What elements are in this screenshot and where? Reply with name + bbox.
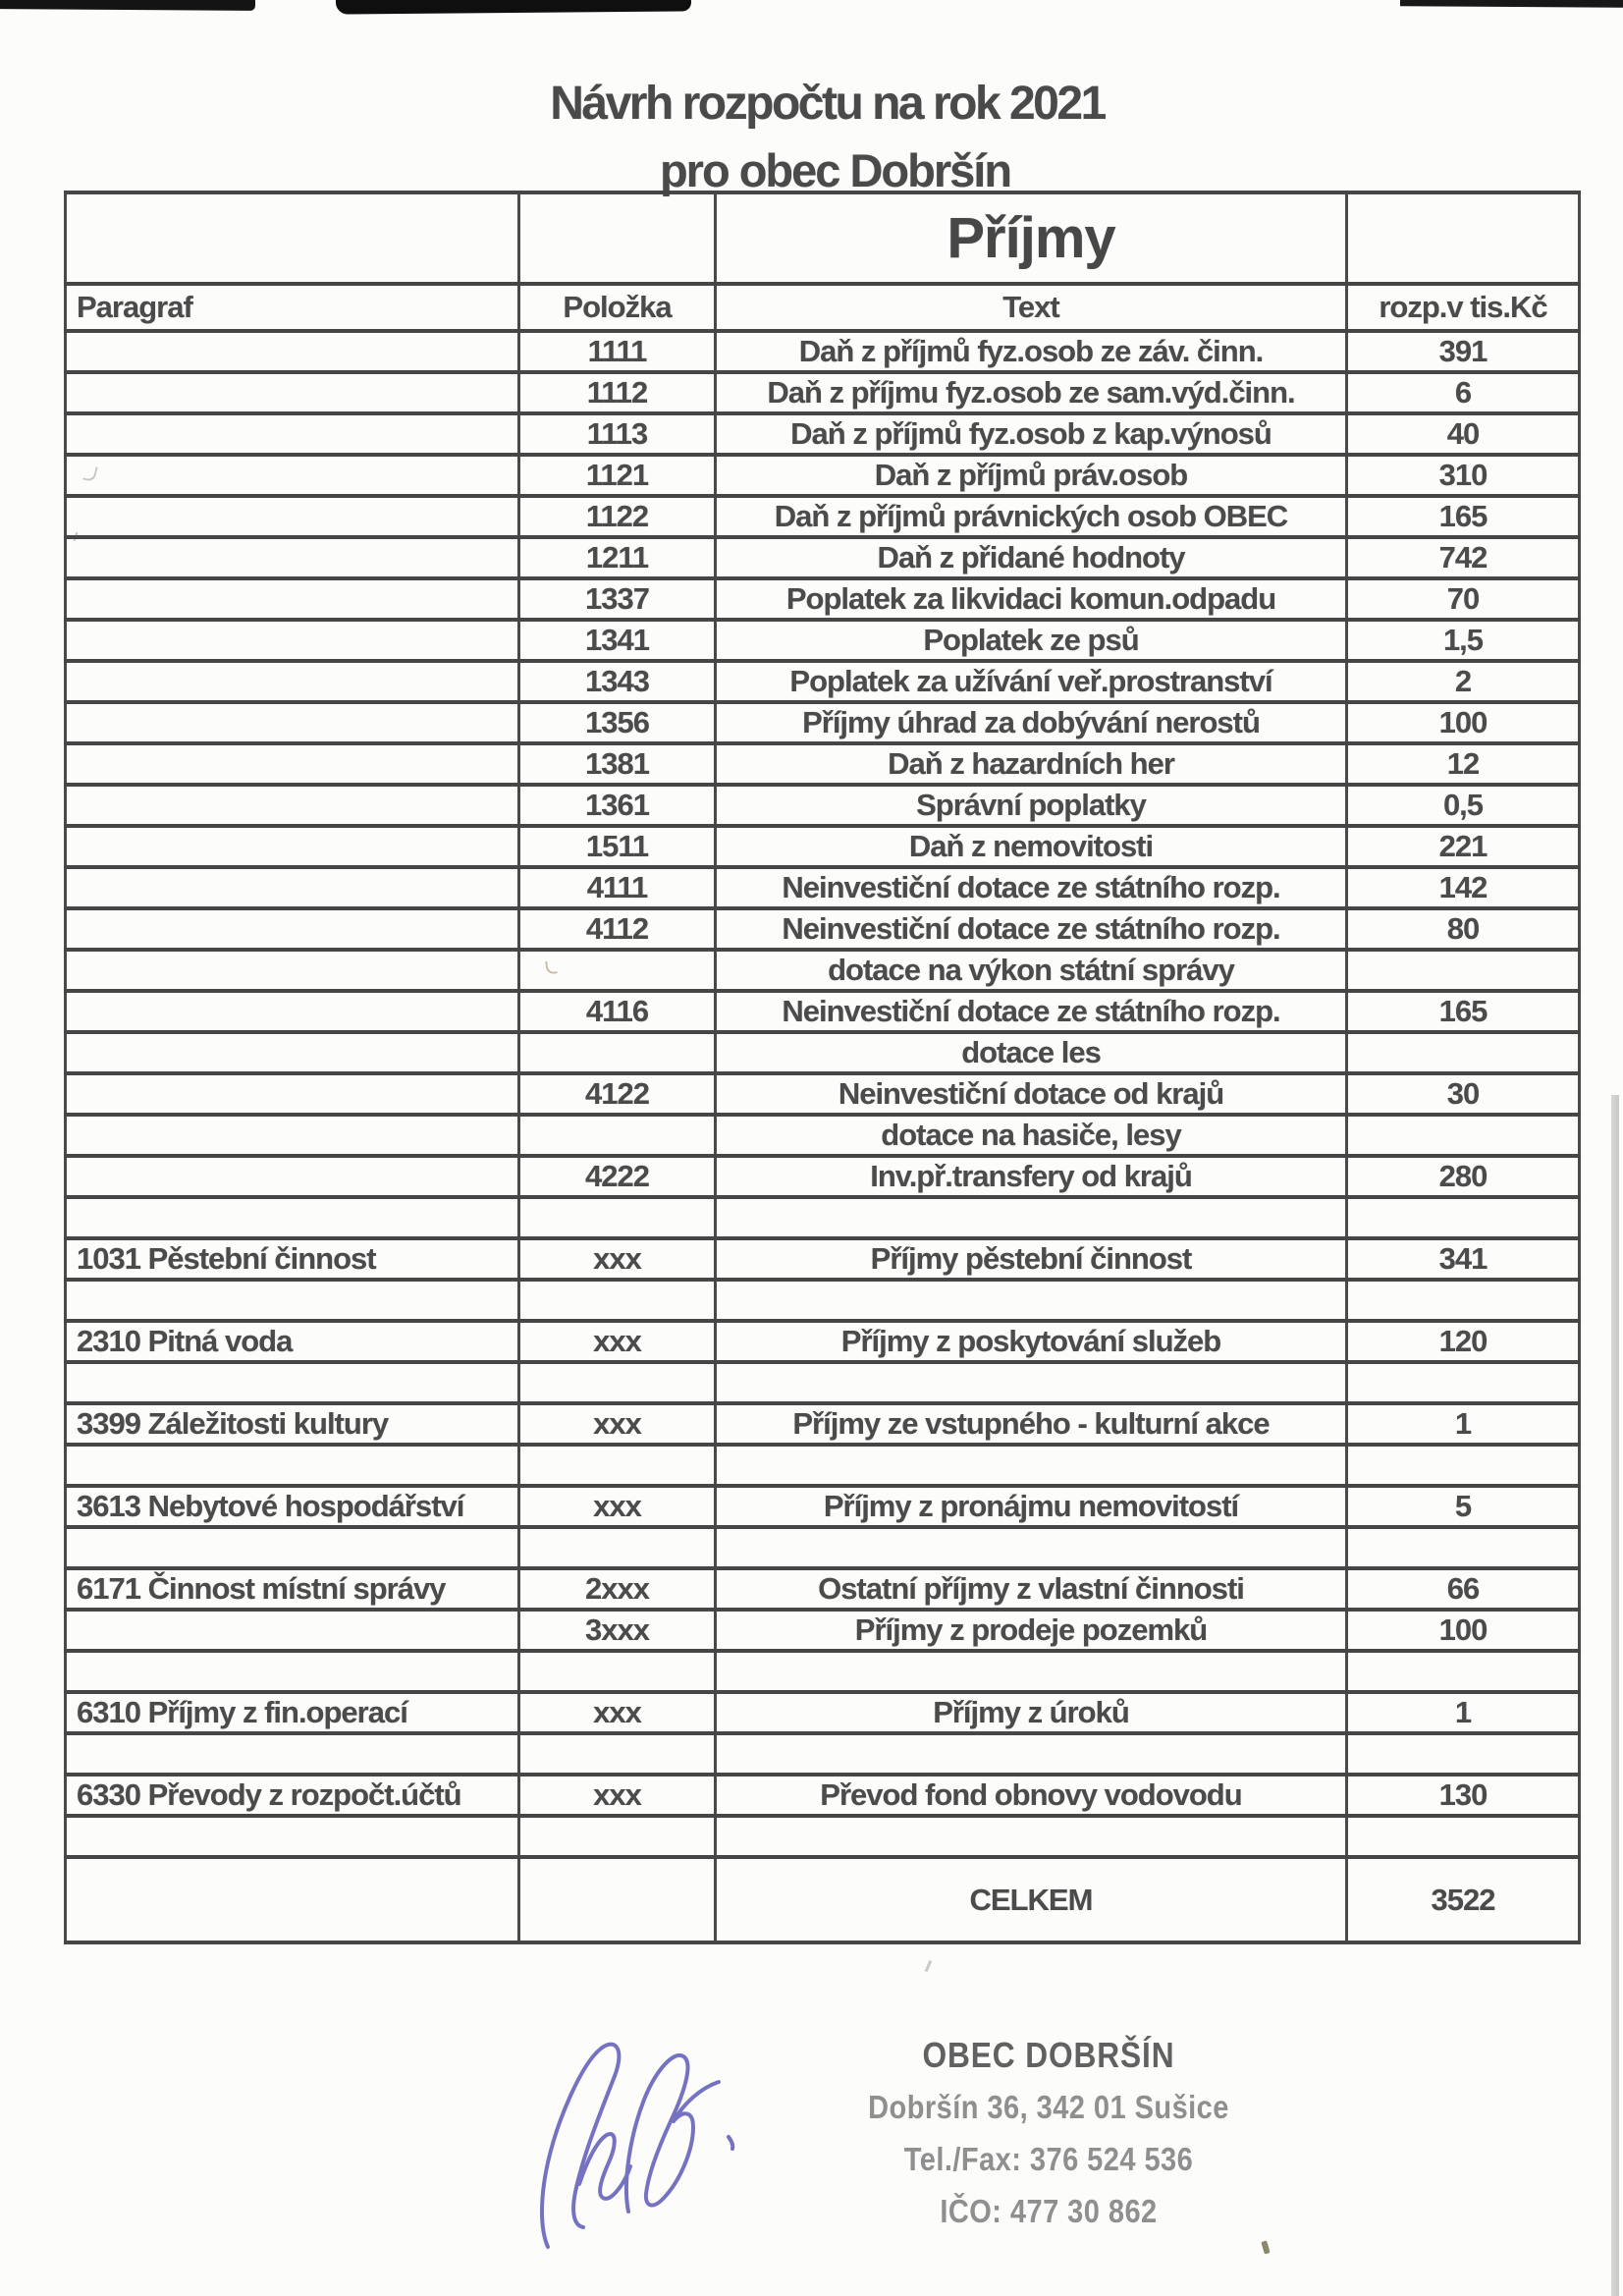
cell-text: dotace les — [716, 1032, 1347, 1073]
table-row — [66, 537, 1580, 578]
cell-polozka: 1121 — [519, 455, 716, 496]
table-row — [66, 1115, 1580, 1156]
cell-polozka: 3xxx — [519, 1610, 716, 1651]
cell-text: Poplatek za užívání veř.prostranství — [716, 661, 1347, 702]
cell-paragraf — [66, 1032, 519, 1073]
empty-cell — [519, 192, 716, 284]
cell-text: Daň z příjmů fyz.osob ze záv. činn. — [716, 331, 1347, 372]
col-header-paragraf: Paragraf — [66, 284, 519, 331]
cell-value: 2 — [1347, 661, 1580, 702]
cell-text: Daň z příjmů právnických osob OBEC — [716, 496, 1347, 537]
table-row — [66, 1527, 1580, 1568]
cell-polozka — [519, 950, 716, 991]
cell-text — [716, 1445, 1347, 1486]
table-row — [66, 867, 1580, 908]
cell-value: 70 — [1347, 578, 1580, 620]
cell-polozka — [519, 1197, 716, 1238]
cell-polozka — [519, 1032, 716, 1073]
cell-text: Ostatní příjmy z vlastní činnosti — [716, 1568, 1347, 1610]
cell-polozka: 1211 — [519, 537, 716, 578]
table-row — [66, 1610, 1580, 1651]
table-row — [66, 1238, 1580, 1280]
table-row — [66, 743, 1580, 785]
cell-paragraf — [66, 455, 519, 496]
cell-text: dotace na výkon státní správy — [716, 950, 1347, 991]
table-row — [66, 331, 1580, 372]
scan-artifact-right-edge — [1611, 1095, 1619, 2296]
table-row — [66, 1568, 1580, 1610]
table-row — [66, 1280, 1580, 1321]
cell-polozka: 1361 — [519, 785, 716, 826]
cell-polozka: 1111 — [519, 331, 716, 372]
cell-value: 80 — [1347, 908, 1580, 950]
cell-value: 6 — [1347, 372, 1580, 413]
cell-text — [716, 1733, 1347, 1775]
cell-text: Neinvestiční dotace ze státního rozp. — [716, 908, 1347, 950]
cell-text: Příjmy pěstební činnost — [716, 1238, 1347, 1280]
cell-polozka — [519, 1527, 716, 1568]
cell-paragraf: 3613 Nebytové hospodářství — [66, 1486, 519, 1527]
table-row — [66, 1775, 1580, 1816]
cell-paragraf — [66, 537, 519, 578]
cell-text — [716, 1816, 1347, 1857]
cell-polozka — [519, 1280, 716, 1321]
table-row — [66, 991, 1580, 1032]
table-row — [66, 1816, 1580, 1857]
cell-value: 66 — [1347, 1568, 1580, 1610]
cell-paragraf: 3399 Záležitosti kultury — [66, 1403, 519, 1445]
cell-text: Příjmy z úroků — [716, 1692, 1347, 1733]
cell-paragraf — [66, 1610, 519, 1651]
table-header-row — [66, 284, 1580, 331]
table-row — [66, 785, 1580, 826]
table-row — [66, 1073, 1580, 1115]
cell-text: Příjmy z prodeje pozemků — [716, 1610, 1347, 1651]
cell-text — [716, 1651, 1347, 1692]
cell-paragraf — [66, 1197, 519, 1238]
cell-value: 130 — [1347, 1775, 1580, 1816]
table-row — [66, 908, 1580, 950]
cell-text: Daň z nemovitosti — [716, 826, 1347, 867]
table-row — [66, 578, 1580, 620]
cell-value — [1347, 950, 1580, 991]
table-row — [66, 1445, 1580, 1486]
table-row — [66, 1032, 1580, 1073]
total-label: CELKEM — [716, 1857, 1347, 1942]
cell-paragraf — [66, 743, 519, 785]
cell-text: Správní poplatky — [716, 785, 1347, 826]
cell-polozka: xxx — [519, 1486, 716, 1527]
table-row — [66, 1403, 1580, 1445]
cell-text: Neinvestiční dotace ze státního rozp. — [716, 867, 1347, 908]
cell-polozka: 4116 — [519, 991, 716, 1032]
scan-artifact-top-right — [1400, 0, 1623, 8]
cell-value: 120 — [1347, 1321, 1580, 1362]
municipality-stamp — [867, 2029, 1230, 2237]
cell-text: Příjmy ze vstupného - kulturní akce — [716, 1403, 1347, 1445]
page-title: Návrh rozpočtu na rok 2021 — [550, 78, 1105, 130]
cell-paragraf — [66, 1362, 519, 1403]
cell-paragraf — [66, 826, 519, 867]
cell-paragraf — [66, 1733, 519, 1775]
cell-value: 1,5 — [1347, 620, 1580, 661]
cell-polozka: 1112 — [519, 372, 716, 413]
cell-value: 100 — [1347, 702, 1580, 743]
col-header-rozpocet: rozp.v tis.Kč — [1347, 284, 1580, 331]
cell-value — [1347, 1197, 1580, 1238]
cell-paragraf — [66, 1816, 519, 1857]
cell-text: Převod fond obnovy vodovodu — [716, 1775, 1347, 1816]
cell-text — [716, 1197, 1347, 1238]
cell-text: Daň z příjmů práv.osob — [716, 455, 1347, 496]
table-body — [66, 331, 1580, 1857]
cell-value: 165 — [1347, 991, 1580, 1032]
scan-artifact-speck — [1261, 2240, 1270, 2254]
table-row — [66, 1156, 1580, 1197]
cell-polozka: 4222 — [519, 1156, 716, 1197]
cell-polozka: 4112 — [519, 908, 716, 950]
table-row — [66, 702, 1580, 743]
table-row — [66, 661, 1580, 702]
cell-text — [716, 1362, 1347, 1403]
cell-paragraf — [66, 331, 519, 372]
cell-value: 1 — [1347, 1403, 1580, 1445]
cell-polozka: xxx — [519, 1403, 716, 1445]
table-row — [66, 1362, 1580, 1403]
cell-polozka — [519, 1115, 716, 1156]
cell-value: 221 — [1347, 826, 1580, 867]
cell-polozka: xxx — [519, 1775, 716, 1816]
cell-text: Neinvestiční dotace ze státního rozp. — [716, 991, 1347, 1032]
cell-paragraf — [66, 372, 519, 413]
cell-value — [1347, 1362, 1580, 1403]
cell-value: 0,5 — [1347, 785, 1580, 826]
cell-value: 40 — [1347, 413, 1580, 455]
col-header-polozka: Položka — [519, 284, 716, 331]
total-value: 3522 — [1347, 1857, 1580, 1942]
cell-polozka: 2xxx — [519, 1568, 716, 1610]
cell-polozka: xxx — [519, 1692, 716, 1733]
scan-artifact-speck — [925, 1960, 933, 1972]
table-row — [66, 1651, 1580, 1692]
cell-paragraf: 1031 Pěstební činnost — [66, 1238, 519, 1280]
cell-text: Daň z příjmů fyz.osob z kap.výnosů — [716, 413, 1347, 455]
table-row — [66, 413, 1580, 455]
cell-value: 12 — [1347, 743, 1580, 785]
cell-polozka: 1381 — [519, 743, 716, 785]
cell-polozka — [519, 1362, 716, 1403]
table-row — [66, 455, 1580, 496]
cell-value — [1347, 1816, 1580, 1857]
cell-text: Příjmy z poskytování služeb — [716, 1321, 1347, 1362]
cell-paragraf — [66, 991, 519, 1032]
cell-paragraf — [66, 496, 519, 537]
cell-value: 341 — [1347, 1238, 1580, 1280]
cell-text: Daň z přidané hodnoty — [716, 537, 1347, 578]
budget-table — [64, 191, 1581, 1944]
cell-polozka: xxx — [519, 1321, 716, 1362]
cell-paragraf: 6171 Činnost místní správy — [66, 1568, 519, 1610]
cell-paragraf: 2310 Pitná voda — [66, 1321, 519, 1362]
total-row — [66, 1857, 1580, 1942]
cell-paragraf — [66, 1445, 519, 1486]
cell-paragraf — [66, 785, 519, 826]
cell-paragraf — [66, 1651, 519, 1692]
cell-polozka — [519, 1816, 716, 1857]
table-row — [66, 1197, 1580, 1238]
cell-text: Daň z hazardních her — [716, 743, 1347, 785]
cell-polozka — [519, 1445, 716, 1486]
table-row — [66, 372, 1580, 413]
table-banner: Příjmy — [716, 192, 1347, 284]
cell-paragraf — [66, 950, 519, 991]
table-row — [66, 1733, 1580, 1775]
cell-value: 142 — [1347, 867, 1580, 908]
empty-cell — [1347, 192, 1580, 284]
cell-polozka: 1356 — [519, 702, 716, 743]
cell-value — [1347, 1115, 1580, 1156]
cell-paragraf — [66, 1527, 519, 1568]
table-row — [66, 1486, 1580, 1527]
cell-value: 5 — [1347, 1486, 1580, 1527]
cell-value — [1347, 1733, 1580, 1775]
cell-paragraf — [66, 702, 519, 743]
cell-text: Neinvestiční dotace od krajů — [716, 1073, 1347, 1115]
cell-polozka: 1113 — [519, 413, 716, 455]
table-row — [66, 496, 1580, 537]
cell-text: Poplatek ze psů — [716, 620, 1347, 661]
cell-polozka: 1343 — [519, 661, 716, 702]
cell-polozka: 4111 — [519, 867, 716, 908]
cell-value: 742 — [1347, 537, 1580, 578]
stamp-ico: IČO: 477 30 862 — [940, 2193, 1158, 2229]
cell-value — [1347, 1445, 1580, 1486]
cell-text: dotace na hasiče, lesy — [716, 1115, 1347, 1156]
cell-value: 165 — [1347, 496, 1580, 537]
cell-value: 391 — [1347, 331, 1580, 372]
cell-text: Inv.př.transfery od krajů — [716, 1156, 1347, 1197]
cell-polozka: 4122 — [519, 1073, 716, 1115]
cell-paragraf — [66, 908, 519, 950]
stamp-address: Dobršín 36, 342 01 Sušice — [868, 2089, 1229, 2125]
signature — [538, 2023, 746, 2255]
cell-paragraf: 6330 Převody z rozpočt.účtů — [66, 1775, 519, 1816]
cell-paragraf — [66, 1156, 519, 1197]
cell-value — [1347, 1651, 1580, 1692]
cell-paragraf — [66, 620, 519, 661]
cell-value: 100 — [1347, 1610, 1580, 1651]
col-header-text: Text — [716, 284, 1347, 331]
cell-paragraf — [66, 867, 519, 908]
cell-polozka: xxx — [519, 1238, 716, 1280]
cell-polozka — [519, 1651, 716, 1692]
table-row — [66, 1692, 1580, 1733]
cell-paragraf — [66, 1280, 519, 1321]
table-row — [66, 1321, 1580, 1362]
table-row — [66, 826, 1580, 867]
cell-value: 30 — [1347, 1073, 1580, 1115]
empty-cell — [66, 192, 519, 284]
cell-paragraf — [66, 1073, 519, 1115]
stamp-phone: Tel./Fax: 376 524 536 — [903, 2141, 1194, 2177]
empty-cell — [519, 1857, 716, 1942]
cell-value — [1347, 1527, 1580, 1568]
cell-paragraf — [66, 413, 519, 455]
cell-paragraf — [66, 578, 519, 620]
cell-text: Poplatek za likvidaci komun.odpadu — [716, 578, 1347, 620]
cell-value: 310 — [1347, 455, 1580, 496]
scan-artifact-top-middle — [336, 0, 691, 15]
empty-cell — [66, 1857, 519, 1942]
cell-polozka — [519, 1733, 716, 1775]
cell-text — [716, 1527, 1347, 1568]
cell-value — [1347, 1032, 1580, 1073]
cell-text: Příjmy z pronájmu nemovitostí — [716, 1486, 1347, 1527]
cell-value: 280 — [1347, 1156, 1580, 1197]
cell-polozka: 1122 — [519, 496, 716, 537]
cell-polozka: 1341 — [519, 620, 716, 661]
page-subtitle: pro obec Dobršín — [659, 144, 1011, 196]
cell-text: Příjmy úhrad za dobývání nerostů — [716, 702, 1347, 743]
cell-polozka: 1511 — [519, 826, 716, 867]
cell-text: Daň z příjmu fyz.osob ze sam.výd.činn. — [716, 372, 1347, 413]
cell-value: 1 — [1347, 1692, 1580, 1733]
cell-text — [716, 1280, 1347, 1321]
cell-value — [1347, 1280, 1580, 1321]
stamp-name: OBEC DOBRŠÍN — [922, 2035, 1175, 2075]
table-banner-row — [66, 192, 1580, 284]
cell-paragraf — [66, 661, 519, 702]
table-row — [66, 950, 1580, 991]
table-row — [66, 620, 1580, 661]
cell-paragraf: 6310 Příjmy z fin.operací — [66, 1692, 519, 1733]
cell-polozka: 1337 — [519, 578, 716, 620]
scan-artifact-top-left — [0, 0, 255, 11]
cell-paragraf — [66, 1115, 519, 1156]
